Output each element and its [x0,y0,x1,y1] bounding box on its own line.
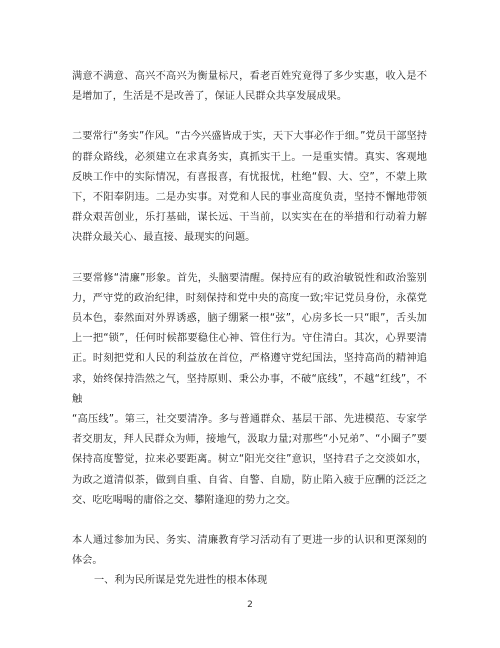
page-number: 2 [247,600,253,610]
document-body [72,67,427,592]
section-heading: 一、利为民所谋是党先进性的根本体现 [94,575,268,587]
paragraph-5: 本人通过参加为民、务实、清廉教育学习活动有了更进一步的认识和更深刻的体会。 [72,535,427,567]
paragraph-3: 三要常修“清廉”形象。首先，头脑要清醒。保持应有的政治敏锐性和政治鉴别力，严守党的政治纪律，时刻保持和党中央的高度一致;牢记党员身份，永葆党员本色，泰然面对外界诱惑，脑子绷紧一根“弦”，心房多长一只“眼”，舌头加上一把“锁”，任何时候都要稳住心神、管住行为。守住清白。其次，心界要清正。时刻把党和人民的利益放在首位，严格遵守党纪国法，坚持高尚的精神追求，始终保持浩然之气，坚持原则、秉公办事，不破“底线”，不越“红线”，不触 [72,272,427,405]
paragraph-1: 满意不满意、高兴不高兴为衡量标尺，看老百姓究竟得了多少实惠，收入是不是增加了，生活是不是改善了，保证人民群众共享发展成果。 [72,71,427,103]
paragraph-4: “高压线”。第三，社交要清净。多与普通群众、基层干部、先进模范、专家学者交朋友，拜人民群众为师，接地气，汲取力量;对那些“小兄弟”、“小圈子”要保持高度警觉，拉来必要距离。树立“阳光交往”意识，坚持君子之交淡如水，为政之道清似茶，做到自重、自省、自警、自励，防止陷入疲于应酬的泛泛之交、吃吃喝喝的庸俗之交、攀附逢迎的势力之交。 [72,414,427,506]
paragraph-2: 二要常行“务实”作风。“古今兴盛皆成于实，天下大事必作于细。”党员干部坚持的群众路线，必须建立在求真务实，真抓实干上。一是重实情。真实、客观地反映工作中的实际情况，有喜报喜，有忧报忧，杜绝“假、大、空”，不蒙上欺下，不阳奉阴违。二是办实事。对党和人民的事业高度负责，坚持不懈地带领群众艰苦创业，乐打基础，谋长远、干当前，以实实在在的举措和行动着力解决群众最关心、最直接、最现实的问题。 [72,131,427,244]
